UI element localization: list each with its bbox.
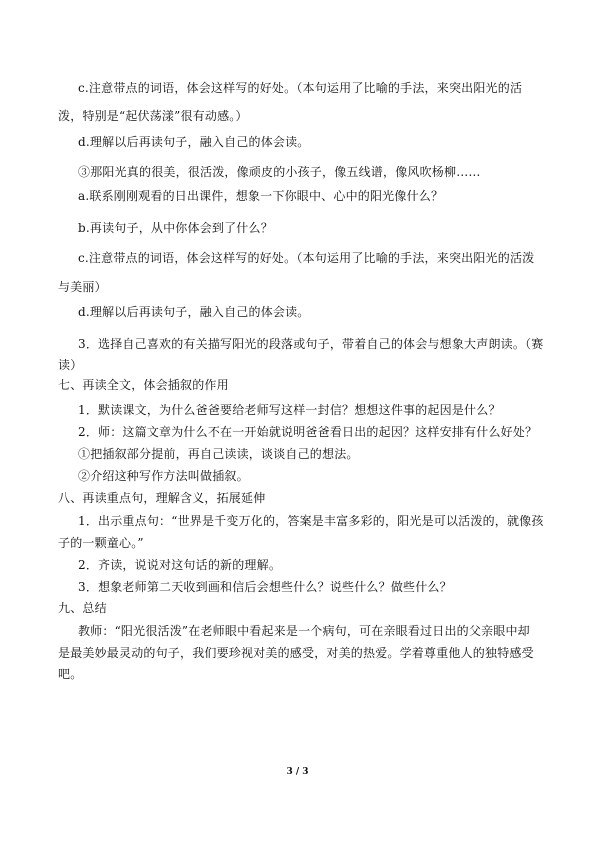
section-heading-7: 七、再读全文，体会插叙的作用 (58, 378, 229, 392)
page-number: 3 / 3 (286, 767, 309, 777)
step-c-line-continued: 与美丽） (58, 280, 107, 294)
summary-line-end: 吧。 (58, 667, 83, 681)
item-2-line: 2．齐读，说说对这句话的新的理解。 (78, 558, 282, 572)
step-d-line: d.理解以后再读句子，融入自己的体会读。 (78, 135, 310, 149)
step-b-line: b.再读句子，从中你体会到了什么？ (78, 221, 273, 235)
sub-item-1-line: ①把插叙部分提前，再自己读读，谈谈自己的想法。 (78, 447, 359, 461)
step-c-line-continued: 泼，特别是“起伏荡漾”很有动感。） (58, 109, 248, 123)
item-1-line-continued: 子的一颗童心。” (58, 536, 144, 550)
sub-item-2-line: ②介绍这种写作方法叫做插叙。 (78, 469, 249, 483)
step-a-line: a.联系刚刚观看的日出课件，想象一下你眼中、心中的阳光像什么？ (78, 189, 444, 203)
section-heading-8: 八、再读重点句，理解含义，拓展延伸 (58, 491, 266, 505)
sentence-3-line: ③那阳光真的很美，很活泼，像顽皮的小孩子，像五线谱，像风吹杨柳…… (78, 165, 481, 179)
step-c-line: c.注意带点的词语，体会这样写的好处。（本句运用了比喻的手法，来突出阳光的活 (78, 81, 523, 95)
item-2-line: 2．师：这篇文章为什么不在一开始就说明爸爸看日出的起因？这样安排有什么好处？ (78, 425, 538, 439)
item-3-line: 3．选择自己喜欢的有关描写阳光的段落或句子，带着自己的体会与想象大声朗读。（赛 (78, 337, 544, 351)
item-1-line: 1．默读课文，为什么爸爸要给老师写这样一封信？想想这件事的起因是什么？ (78, 403, 501, 417)
section-heading-9: 九、总结 (58, 601, 107, 615)
step-d-line: d.理解以后再读句子，融入自己的体会读。 (78, 305, 310, 319)
step-c-line: c.注意带点的词语，体会这样写的好处。（本句运用了比喻的手法，来突出阳光的活泼 (78, 251, 535, 265)
item-1-line: 1．出示重点句：“世界是千变万化的，答案是丰富多彩的，阳光是可以活泼的，就像孩 (78, 514, 544, 528)
summary-line-continued: 是最美妙最灵动的句子，我们要珍视对美的感受，对美的热爱。学着尊重他人的独特感受 (58, 646, 534, 660)
summary-line: 教师：“阳光很活泼”在老师眼中看起来是一个病句，可在亲眼看过日出的父亲眼中却 (78, 624, 530, 638)
item-3-line: 3．想象老师第二天收到画和信后会想些什么？说些什么？做些什么？ (78, 580, 452, 594)
item-3-line-continued: 读） (58, 358, 83, 372)
